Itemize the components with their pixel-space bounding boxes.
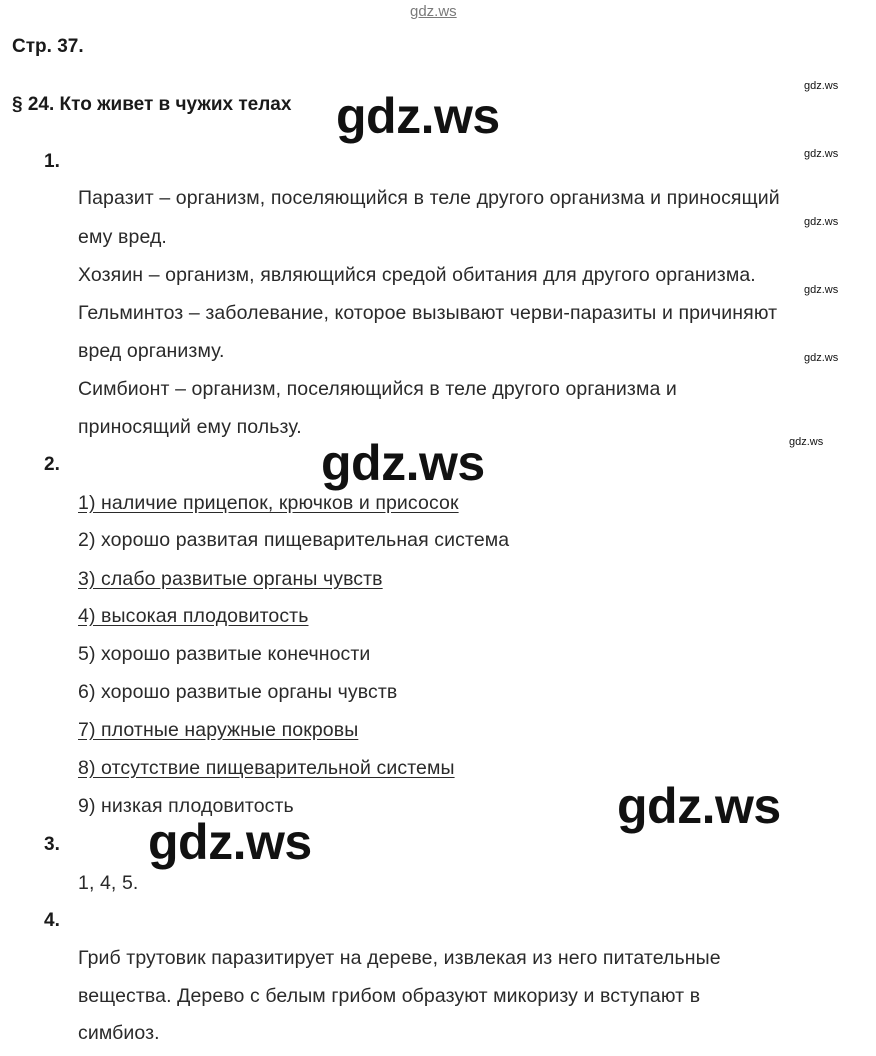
task1-line: Симбионт – организм, поселяющийся в теле другого организма и <box>78 378 677 400</box>
task1-line: вред организму. <box>78 340 225 362</box>
task1-line: Хозяин – организм, являющийся средой обитания для другого организма. <box>78 264 756 286</box>
task-number-2: 2. <box>44 454 60 475</box>
task4-line: Гриб трутовик паразитирует на дереве, извлекая из него питательные <box>78 947 721 969</box>
watermark-top-link[interactable]: gdz.ws <box>410 3 457 20</box>
watermark-large: gdz.ws <box>148 814 312 870</box>
page-reference: Стр. 37. <box>12 36 84 57</box>
watermark-large: gdz.ws <box>336 88 500 144</box>
task2-item: 9) низкая плодовитость <box>78 795 294 817</box>
section-title: § 24. Кто живет в чужих телах <box>12 94 292 115</box>
task-number-3: 3. <box>44 834 60 855</box>
task-number-4: 4. <box>44 910 60 931</box>
task2-item-selected: 4) высокая плодовитость <box>78 605 309 627</box>
task2-item: 2) хорошо развитая пищеварительная система <box>78 529 510 551</box>
task2-item-selected: 3) слабо развитые органы чувств <box>78 568 383 590</box>
task-number-1: 1. <box>44 151 60 172</box>
task1-line: ему вред. <box>78 226 167 248</box>
watermark-small: gdz.ws <box>804 284 839 296</box>
watermark-large: gdz.ws <box>321 435 485 491</box>
task4-line: симбиоз. <box>78 1022 160 1044</box>
task2-item-selected: 7) плотные наружные покровы <box>78 719 359 741</box>
task2-item-selected: 1) наличие прицепок, крючков и присосок <box>78 492 459 514</box>
watermark-small: gdz.ws <box>804 216 839 228</box>
task4-line: вещества. Дерево с белым грибом образуют микоризу и вступают в <box>78 985 701 1007</box>
watermark-small: gdz.ws <box>804 352 839 364</box>
watermark-small: gdz.ws <box>789 436 824 448</box>
task1-line: Гельминтоз – заболевание, которое вызывают черви-паразиты и причиняют <box>78 302 778 324</box>
watermark-large: gdz.ws <box>617 778 781 834</box>
task1-line: Паразит – организм, поселяющийся в теле другого организма и приносящий <box>78 187 780 209</box>
task3-answer: 1, 4, 5. <box>78 872 139 894</box>
watermark-small: gdz.ws <box>804 80 839 92</box>
task2-item: 5) хорошо развитые конечности <box>78 643 371 665</box>
task2-item: 6) хорошо развитые органы чувств <box>78 681 398 703</box>
watermark-small: gdz.ws <box>804 148 839 160</box>
task2-item-selected: 8) отсутствие пищеварительной системы <box>78 757 455 779</box>
task1-line: приносящий ему пользу. <box>78 416 302 438</box>
